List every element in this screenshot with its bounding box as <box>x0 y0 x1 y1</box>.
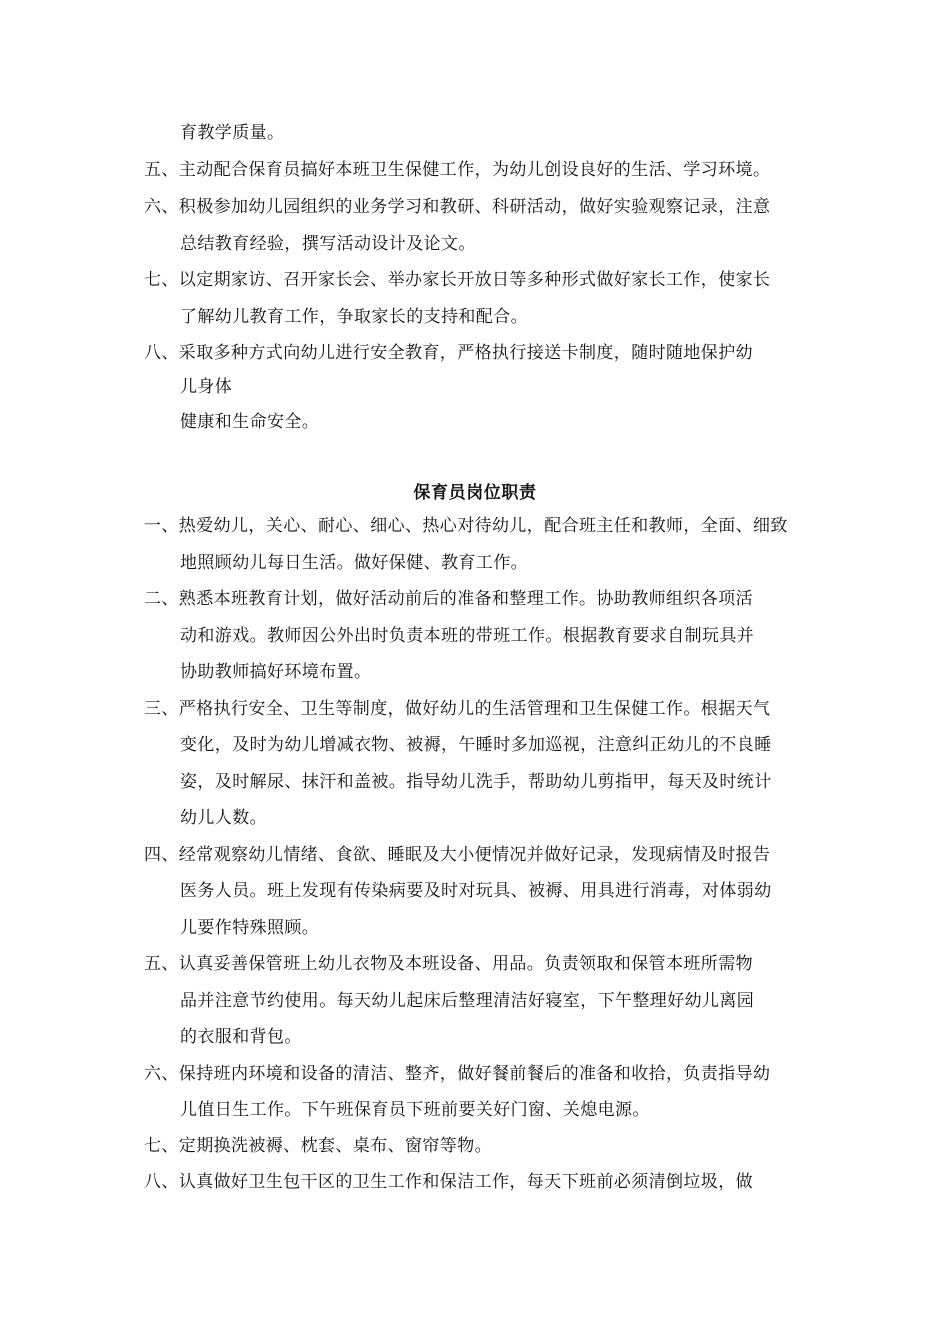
text-line: 七、以定期家访、召开家长会、举办家长开放日等多种形式做好家长工作，使家长 <box>144 270 771 290</box>
text-line: 健康和生命安全。 <box>180 412 320 432</box>
text-line: 变化，及时为幼儿增减衣物、被褥，午睡时多加巡视，注意纠正幼儿的不良睡 <box>180 735 772 755</box>
text-line: 育教学质量。 <box>180 123 285 143</box>
section-title: 保育员岗位职责 <box>413 483 537 503</box>
text-line: 二、熟悉本班教育计划，做好活动前后的准备和整理工作。协助教师组织各项活 <box>144 589 753 609</box>
text-line: 协助教师搞好环境布置。 <box>180 662 372 682</box>
text-line: 的衣服和背包。 <box>180 1027 302 1047</box>
text-line: 总结教育经验，撰写活动设计及论文。 <box>180 234 476 254</box>
text-line: 动和游戏。教师因公外出时负责本班的带班工作。根据教育要求自制玩具并 <box>180 626 755 646</box>
text-line: 姿，及时解尿、抹汗和盖被。指导幼儿洗手，帮助幼儿剪指甲，每天及时统计 <box>180 772 772 792</box>
text-line: 地照顾幼儿每日生活。做好保健、教育工作。 <box>180 553 528 573</box>
text-line: 医务人员。班上发现有传染病要及时对玩具、被褥、用具进行消毒，对体弱幼 <box>180 881 772 901</box>
text-line: 幼儿人数。 <box>180 808 267 828</box>
text-line: 八、采取多种方式向幼儿进行安全教育，严格执行接送卡制度，随时随地保护幼 <box>144 343 753 363</box>
text-line: 一、热爱幼儿，关心、耐心、细心、热心对待幼儿，配合班主任和教师，全面、细致 <box>144 516 788 536</box>
text-line: 六、积极参加幼儿园组织的业务学习和教研、科研活动，做好实验观察记录，注意 <box>144 197 771 217</box>
text-line: 五、主动配合保育员搞好本班卫生保健工作，为幼儿创设良好的生活、学习环境。 <box>144 160 771 180</box>
text-line: 八、认真做好卫生包干区的卫生工作和保洁工作，每天下班前必须清倒垃圾，做 <box>144 1172 753 1192</box>
text-line: 了解幼儿教育工作，争取家长的支持和配合。 <box>180 307 528 327</box>
text-line: 六、保持班内环境和设备的清洁、整齐，做好餐前餐后的准备和收拾，负责指导幼 <box>144 1064 771 1084</box>
text-line: 五、认真妥善保管班上幼儿衣物及本班设备、用品。负责领取和保管本班所需物 <box>144 954 753 974</box>
text-line: 儿身体 <box>180 377 233 397</box>
text-line: 儿值日生工作。下午班保育员下班前要关好门窗、关熄电源。 <box>180 1100 650 1120</box>
text-line: 四、经常观察幼儿情绪、食欲、睡眠及大小便情况并做好记录，发现病情及时报告 <box>144 845 771 865</box>
text-line: 儿要作特殊照顾。 <box>180 918 320 938</box>
text-line: 品并注意节约使用。每天幼儿起床后整理清洁好寝室，下午整理好幼儿离园 <box>180 991 755 1011</box>
text-line: 七、定期换洗被褥、枕套、桌布、窗帘等物。 <box>144 1136 492 1156</box>
text-line: 三、严格执行安全、卫生等制度，做好幼儿的生活管理和卫生保健工作。根据天气 <box>144 699 771 719</box>
